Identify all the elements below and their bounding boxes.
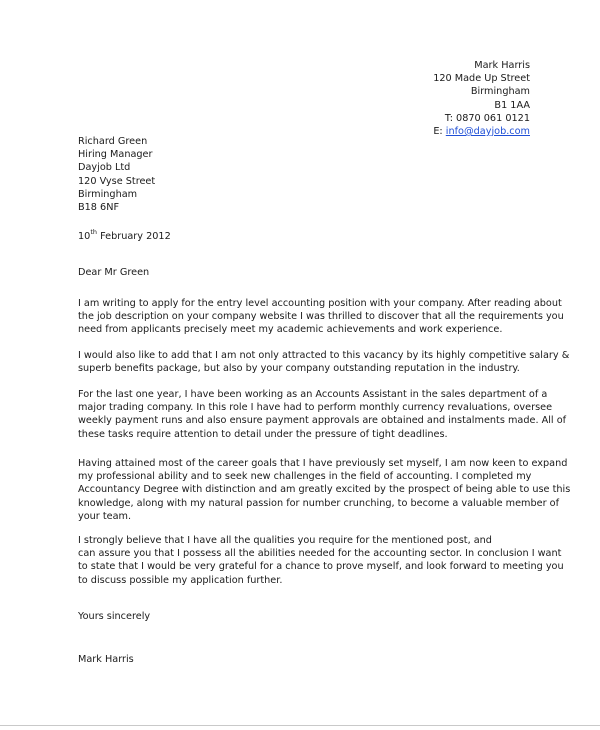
closing-phrase: Yours sincerely xyxy=(78,611,151,622)
date-month-year: February 2012 xyxy=(97,231,171,242)
paragraph-line: can assure you that I possess all the abilities needed for the accounting sector. In conclusion I want xyxy=(78,548,562,560)
paragraph-line: need from applicants precisely meet my academic achievements and work experience. xyxy=(78,324,503,336)
paragraph-line: Having attained most of the career goals that I have previously set myself, I am now keen to expand xyxy=(78,458,568,469)
paragraph-line: I would also like to add that I am not only attracted to this vacancy by its highly competitive salary & xyxy=(78,350,570,361)
sender-email-label: E: xyxy=(433,126,446,138)
body-paragraph-3 xyxy=(78,388,567,441)
page-bottom-divider xyxy=(0,725,600,726)
paragraph-line: my professional ability and to seek new challenges in the field of accounting. I completed my xyxy=(78,471,532,483)
paragraph-line: these tasks require attention to detail under the pressure of tight deadlines. xyxy=(78,428,448,440)
sender-city: Birmingham xyxy=(470,86,530,98)
paragraph-line: weekly payment runs and also ensure payment approvals are obtained and instalments made. All of xyxy=(78,415,567,427)
letter-date xyxy=(78,227,171,243)
date-day: 10 xyxy=(78,231,91,242)
recipient-name: Richard Green xyxy=(78,136,148,147)
paragraph-line: your team. xyxy=(78,510,132,522)
body-paragraph-1 xyxy=(78,297,564,337)
sender-phone: T: 0870 061 0121 xyxy=(444,112,530,124)
paragraph-line: knowledge, along with my natural passion for number crunching, to become a valuable member of xyxy=(78,497,559,509)
sender-address-block xyxy=(433,59,530,138)
salutation: Dear Mr Green xyxy=(78,267,150,278)
paragraph-line: Accountancy Degree with distinction and am greatly excited by the prospect of being able to use this xyxy=(78,484,571,496)
sender-name: Mark Harris xyxy=(474,60,530,71)
recipient-company: Dayjob Ltd xyxy=(78,162,131,174)
date-ordinal-suffix: th xyxy=(90,227,97,236)
sender-street: 120 Made Up Street xyxy=(433,73,530,85)
paragraph-line: major trading company. In this role I have had to perform monthly currency revaluations, oversee xyxy=(78,402,553,414)
paragraph-line: For the last one year, I have been working as an Accounts Assistant in the sales department of a xyxy=(78,389,548,400)
recipient-city: Birmingham xyxy=(78,188,138,200)
paragraph-line: to discuss possible my application further. xyxy=(78,574,283,586)
paragraph-line: I strongly believe that I have all the qualities you require for the mentioned post, and xyxy=(78,535,492,546)
paragraph-line: to state that I would be very grateful for a chance to prove myself, and look forward to meeting you xyxy=(78,561,564,573)
body-paragraph-5 xyxy=(78,534,564,587)
sender-email-line xyxy=(433,125,530,138)
sender-email-link[interactable]: info@dayjob.com xyxy=(445,126,530,138)
paragraph-line: superb benefits package, but also by your company outstanding reputation in the industry. xyxy=(78,363,520,375)
paragraph-line: I am writing to apply for the entry level accounting position with your company. After reading about xyxy=(78,298,562,309)
recipient-postcode: B18 6NF xyxy=(78,202,120,214)
sender-postcode: B1 1AA xyxy=(494,99,530,111)
paragraph-line: the job description on your company website I was thrilled to discover that all the requirements you xyxy=(78,311,564,323)
recipient-address-block xyxy=(78,135,155,214)
body-paragraph-4 xyxy=(78,457,571,523)
body-paragraph-2 xyxy=(78,349,570,375)
recipient-title: Hiring Manager xyxy=(78,149,153,161)
recipient-street: 120 Vyse Street xyxy=(78,175,156,187)
signature-name: Mark Harris xyxy=(78,654,134,665)
